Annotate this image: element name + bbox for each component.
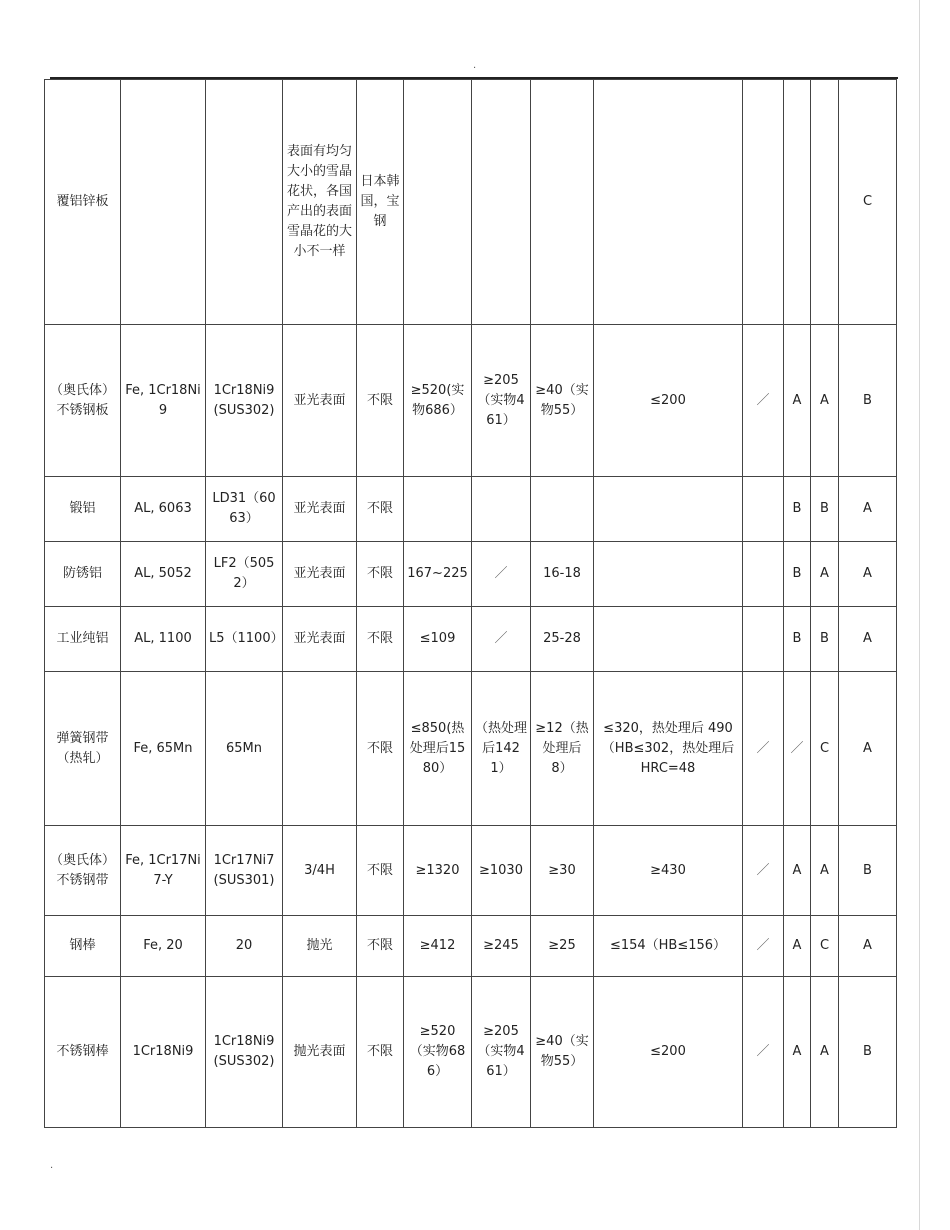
rating-cell: [811, 80, 839, 325]
rating-cell: ／: [743, 325, 784, 477]
material-name-cell: 钢棒: [45, 916, 121, 977]
elongation-cell: ≥40（实物55）: [531, 325, 594, 477]
rating-cell: C: [811, 916, 839, 977]
hardness-cell: ≤200: [594, 977, 743, 1128]
table-row: [45, 826, 897, 916]
tensile-cell: ≥412: [404, 916, 472, 977]
hardness-cell: ≤200: [594, 325, 743, 477]
table-row: [45, 977, 897, 1128]
table-row: [45, 542, 897, 607]
grade-cell: 1Cr17Ni7(SUS301): [206, 826, 283, 916]
material-name-cell: 防锈铝: [45, 542, 121, 607]
surface-cell: 抛光: [283, 916, 357, 977]
rating-cell: [743, 477, 784, 542]
origin-cell: 不限: [357, 477, 404, 542]
table-row: [45, 477, 897, 542]
grade-cell: 1Cr18Ni9(SUS302): [206, 977, 283, 1128]
yield-cell: ≥1030: [472, 826, 531, 916]
elongation-cell: 25-28: [531, 607, 594, 672]
hardness-cell: [594, 80, 743, 325]
rating-cell: B: [839, 826, 897, 916]
rating-cell: A: [784, 826, 811, 916]
grade-cell: 65Mn: [206, 672, 283, 826]
rating-cell: A: [784, 916, 811, 977]
surface-cell: 抛光表面: [283, 977, 357, 1128]
composition-cell: 1Cr18Ni9: [121, 977, 206, 1128]
surface-cell: 亚光表面: [283, 607, 357, 672]
composition-cell: AL, 6063: [121, 477, 206, 542]
rating-cell: [743, 80, 784, 325]
rating-cell: ／: [743, 977, 784, 1128]
grade-cell: [206, 80, 283, 325]
table-row: [45, 325, 897, 477]
rating-cell: A: [811, 325, 839, 477]
yield-cell: ≥205（实物461）: [472, 325, 531, 477]
rating-cell: B: [784, 542, 811, 607]
grade-cell: 1Cr18Ni9(SUS302): [206, 325, 283, 477]
grade-cell: 20: [206, 916, 283, 977]
hardness-cell: [594, 542, 743, 607]
origin-cell: 不限: [357, 672, 404, 826]
yield-cell: ／: [472, 542, 531, 607]
rating-cell: ／: [743, 826, 784, 916]
elongation-cell: 16-18: [531, 542, 594, 607]
rating-cell: B: [784, 477, 811, 542]
elongation-cell: [531, 80, 594, 325]
composition-cell: AL, 1100: [121, 607, 206, 672]
surface-cell: 亚光表面: [283, 477, 357, 542]
composition-cell: [121, 80, 206, 325]
composition-cell: Fe, 1Cr17Ni7-Y: [121, 826, 206, 916]
rating-cell: [784, 80, 811, 325]
rating-cell: ／: [743, 672, 784, 826]
material-name-cell: 不锈钢棒: [45, 977, 121, 1128]
grade-cell: LD31（6063）: [206, 477, 283, 542]
surface-cell: [283, 672, 357, 826]
origin-cell: 不限: [357, 325, 404, 477]
hardness-cell: ≤320，热处理后 490（HB≤302，热处理后 HRC=48: [594, 672, 743, 826]
elongation-cell: ≥12（热处理后 8）: [531, 672, 594, 826]
rating-cell: B: [784, 607, 811, 672]
tensile-cell: ≤109: [404, 607, 472, 672]
rating-cell: A: [811, 977, 839, 1128]
table-row: [45, 607, 897, 672]
material-name-cell: （奥氏体）不锈钢板: [45, 325, 121, 477]
tensile-cell: ≥1320: [404, 826, 472, 916]
tensile-cell: ≥520(实物686）: [404, 325, 472, 477]
rating-cell: [743, 542, 784, 607]
tensile-cell: 167~225: [404, 542, 472, 607]
rating-cell: A: [839, 477, 897, 542]
origin-cell: 不限: [357, 826, 404, 916]
tensile-cell: ≤850(热处理后1580）: [404, 672, 472, 826]
page-footer-dot: .: [50, 1160, 54, 1171]
rating-cell: B: [839, 325, 897, 477]
yield-cell: （热处理后1421）: [472, 672, 531, 826]
yield-cell: ≥245: [472, 916, 531, 977]
composition-cell: AL, 5052: [121, 542, 206, 607]
rating-cell: ／: [743, 916, 784, 977]
composition-cell: Fe, 1Cr18Ni9: [121, 325, 206, 477]
rating-cell: A: [839, 542, 897, 607]
origin-cell: 不限: [357, 977, 404, 1128]
elongation-cell: ≥30: [531, 826, 594, 916]
material-name-cell: 弹簧钢带（热轧）: [45, 672, 121, 826]
rating-cell: A: [784, 325, 811, 477]
origin-cell: 不限: [357, 607, 404, 672]
table-row: [45, 80, 897, 325]
page-header-dot: .: [473, 60, 477, 71]
origin-cell: 日本韩国，宝钢: [357, 80, 404, 325]
material-name-cell: 工业纯铝: [45, 607, 121, 672]
origin-cell: 不限: [357, 542, 404, 607]
surface-cell: 亚光表面: [283, 325, 357, 477]
material-name-cell: （奥氏体）不锈钢带: [45, 826, 121, 916]
page-edge-line: [919, 0, 920, 1230]
rating-cell: A: [811, 542, 839, 607]
hardness-cell: ≤154（HB≤156）: [594, 916, 743, 977]
hardness-cell: [594, 477, 743, 542]
tensile-cell: [404, 80, 472, 325]
hardness-cell: ≥430: [594, 826, 743, 916]
rating-cell: A: [839, 607, 897, 672]
yield-cell: ≥205（实物461）: [472, 977, 531, 1128]
hardness-cell: [594, 607, 743, 672]
material-spec-table: [44, 79, 897, 1128]
yield-cell: [472, 80, 531, 325]
grade-cell: LF2（5052）: [206, 542, 283, 607]
tensile-cell: [404, 477, 472, 542]
yield-cell: [472, 477, 531, 542]
rating-cell: B: [839, 977, 897, 1128]
material-name-cell: 锻铝: [45, 477, 121, 542]
origin-cell: 不限: [357, 916, 404, 977]
tensile-cell: ≥520（实物686）: [404, 977, 472, 1128]
composition-cell: Fe, 65Mn: [121, 672, 206, 826]
surface-cell: 亚光表面: [283, 542, 357, 607]
rating-cell: B: [811, 477, 839, 542]
surface-cell: 3/4H: [283, 826, 357, 916]
table-row: [45, 672, 897, 826]
surface-cell: 表面有均匀大小的雪晶花状，各国产出的表面雪晶花的大小不一样: [283, 80, 357, 325]
grade-cell: L5（1100）: [206, 607, 283, 672]
rating-cell: [743, 607, 784, 672]
yield-cell: ／: [472, 607, 531, 672]
rating-cell: A: [784, 977, 811, 1128]
table-row: [45, 916, 897, 977]
rating-cell: C: [839, 80, 897, 325]
material-name-cell: 覆铝锌板: [45, 80, 121, 325]
composition-cell: Fe, 20: [121, 916, 206, 977]
elongation-cell: ≥25: [531, 916, 594, 977]
elongation-cell: ≥40（实物55）: [531, 977, 594, 1128]
rating-cell: B: [811, 607, 839, 672]
rating-cell: C: [811, 672, 839, 826]
rating-cell: A: [839, 916, 897, 977]
rating-cell: A: [811, 826, 839, 916]
elongation-cell: [531, 477, 594, 542]
rating-cell: A: [839, 672, 897, 826]
rating-cell: ／: [784, 672, 811, 826]
